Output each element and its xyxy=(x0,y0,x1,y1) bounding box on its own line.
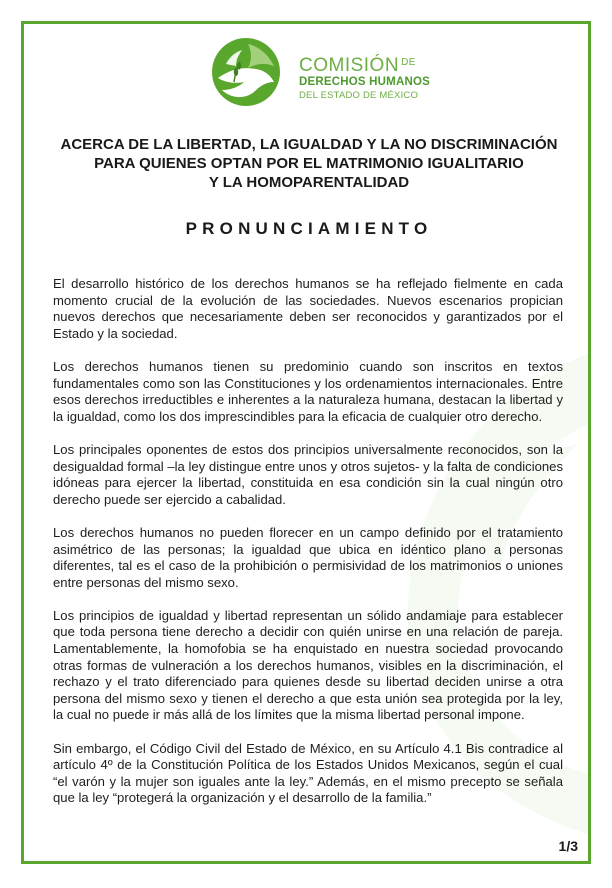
brand-line3: DEL ESTADO DE MÉXICO xyxy=(299,89,419,101)
document-title xyxy=(24,135,594,192)
section-heading: PRONUNCIAMIENTO xyxy=(185,219,433,238)
brand-de: DE xyxy=(401,57,416,68)
title-line: Y LA HOMOPARENTALIDAD xyxy=(208,174,410,191)
header-logo-block xyxy=(212,38,452,118)
page-frame xyxy=(21,21,591,864)
brand-name xyxy=(299,56,430,100)
paragraph: Los derechos humanos tienen su predominio cuando son inscritos en textos fundamentales como son las Constituciones y los ordenamientos internacionales. Entre esos derechos irreductibles e inherentes a la naturaleza humana, destacan la libertad y la igualdad, como los dos imprescindibles para la eficacia de cualquier otro derecho. xyxy=(53,358,563,424)
paragraph: Los principios de igualdad y libertad representan un sólido andamiaje para establecer que toda persona tiene derecho a decidir con quién unirse en una relación de pareja. Lamentablemente, la homofobia se ha enquistado en nuestra sociedad provocando otras formas de vulneración a los derechos humanos, visibles en la discriminación, el rechazo y el trato diferenciado para quienes desde su libertad deciden unirse a otra persona del mismo sexo y tienen el derecho a que esta unión sea protegida por la ley, la cual no puede ir más allá de los límites que la misma libertad personal impone. xyxy=(53,607,563,723)
title-line: ACERCA DE LA LIBERTAD, LA IGUALDAD Y LA NO DISCRIMINACIÓN xyxy=(60,136,558,153)
brand-line1: COMISIÓN xyxy=(299,55,400,76)
title-line: PARA QUIENES OPTAN POR EL MATRIMONIO IGUALITARIO xyxy=(94,155,524,172)
dove-leaf-icon xyxy=(212,38,280,106)
paragraph: Los principales oponentes de estos dos principios universalmente reconocidos, son la desigualdad formal –la ley distingue entre unos y otros sujetos- y la falta de condiciones idóneas para ejercer la libertad, constituida en esa condición sin la cual ningún otro derecho puede ser ejercido a cabalidad. xyxy=(53,441,563,507)
page-number: 1/3 xyxy=(558,838,578,854)
brand-line2: DERECHOS HUMANOS xyxy=(299,76,430,88)
document-body xyxy=(53,276,563,824)
paragraph: Sin embargo, el Código Civil del Estado de México, en su Artículo 4.1 Bis contradice al artículo 4º de la Constitución Política de los Estados Unidos Mexicanos, según el cual “el varón y la mujer son iguales ante la ley.” Además, en el mismo precepto se señala que la ley “protegerá la organización y el desarrollo de la familia.” xyxy=(53,740,563,806)
paragraph: El desarrollo histórico de los derechos humanos se ha reflejado fielmente en cada momento crucial de la evolución de las sociedades. Nuevos escenarios propician nuevos derechos que necesariamente deben ser reconocidos y garantizados por el Estado y la sociedad. xyxy=(53,276,563,341)
paragraph: Los derechos humanos no pueden florecer en un campo definido por el tratamiento asimétrico de las personas; la igualdad que ubica en idéntico plano a personas diferentes, tal es el caso de la prohibición o permisividad de los matrimonios o uniones entre personas del mismo sexo. xyxy=(53,524,563,590)
